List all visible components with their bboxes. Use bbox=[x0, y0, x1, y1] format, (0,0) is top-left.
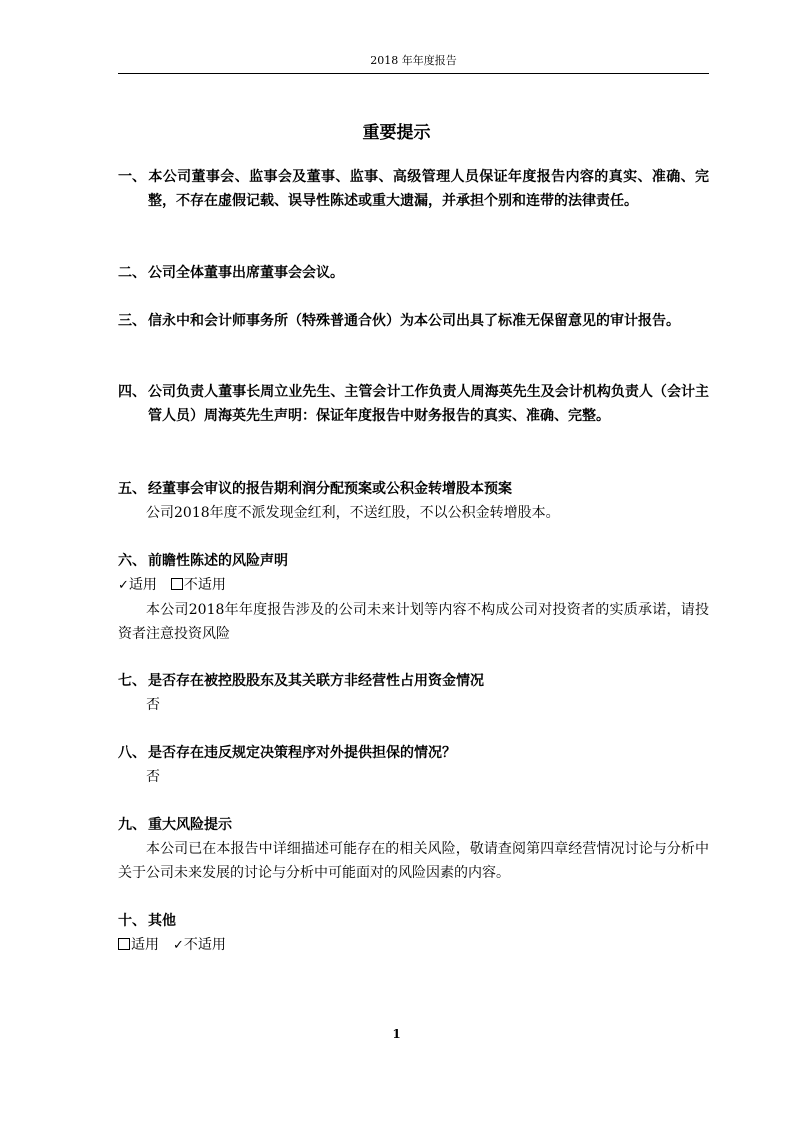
section-10-options bbox=[118, 933, 709, 958]
section-8-number: 八、 bbox=[118, 745, 146, 761]
section-10-heading bbox=[118, 909, 709, 933]
section-2-text: 公司全体董事出席董事会会议。 bbox=[148, 265, 344, 281]
check-icon: ✓ bbox=[173, 938, 184, 953]
section-6-options bbox=[118, 573, 709, 598]
section-5-number: 五、 bbox=[118, 481, 146, 497]
section-5-heading bbox=[118, 477, 709, 501]
page-title: 重要提示 bbox=[362, 123, 431, 143]
section-4-number: 四、 bbox=[118, 384, 146, 400]
section-3 bbox=[118, 309, 709, 333]
section-4 bbox=[118, 380, 709, 428]
section-7-heading bbox=[118, 669, 709, 693]
section-6-body: 本公司2018年年度报告涉及的公司未来计划等内容不构成公司对投资者的实质承诺，请投资者注意投资风险 bbox=[118, 602, 709, 642]
page-number: 1 bbox=[392, 1027, 401, 1041]
section-2-heading bbox=[118, 261, 709, 285]
section-8-body: 否 bbox=[146, 769, 160, 785]
section-6-text: 前瞻性陈述的风险声明 bbox=[148, 553, 288, 569]
section-10-number: 十、 bbox=[118, 913, 146, 929]
section-6 bbox=[118, 549, 709, 646]
applicable-label: 适用 bbox=[131, 937, 159, 953]
section-6-number: 六、 bbox=[118, 553, 146, 569]
unchecked-box-icon bbox=[171, 578, 183, 590]
section-3-heading bbox=[118, 309, 709, 333]
section-8 bbox=[118, 741, 709, 789]
section-1-heading bbox=[118, 165, 709, 213]
section-7-number: 七、 bbox=[118, 673, 146, 689]
section-9-text: 重大风险提示 bbox=[148, 817, 232, 833]
not-applicable-label: 不适用 bbox=[183, 937, 226, 953]
section-1-text: 本公司董事会、监事会及董事、监事、高级管理人员保证年度报告内容的真实、准确、完整，不存在虚假记载、误导性陈述或重大遗漏，并承担个别和连带的法律责任。 bbox=[148, 169, 709, 209]
report-header: 2018 年年度报告 bbox=[370, 54, 457, 67]
unchecked-box-icon bbox=[118, 938, 130, 950]
section-4-text: 公司负责人董事长周立业先生、主管会计工作负责人周海英先生及会计机构负责人（会计主管人员）周海英先生声明：保证年度报告中财务报告的真实、准确、完整。 bbox=[148, 384, 709, 424]
section-7 bbox=[118, 669, 709, 717]
section-1 bbox=[118, 165, 709, 213]
section-1-number: 一、 bbox=[118, 169, 146, 185]
section-8-heading bbox=[118, 741, 709, 765]
section-5-body: 公司2018年度不派发现金红利，不送红股，不以公积金转增股本。 bbox=[146, 505, 560, 521]
section-7-body: 否 bbox=[146, 697, 160, 713]
check-icon: ✓ bbox=[118, 578, 129, 593]
section-7-text: 是否存在被控股股东及其关联方非经营性占用资金情况 bbox=[148, 673, 484, 689]
section-2-number: 二、 bbox=[118, 265, 146, 281]
section-3-text: 信永中和会计师事务所（特殊普通合伙）为本公司出具了标准无保留意见的审计报告。 bbox=[148, 313, 680, 329]
section-4-heading bbox=[118, 380, 709, 428]
section-10 bbox=[118, 909, 709, 958]
section-6-heading bbox=[118, 549, 709, 573]
section-3-number: 三、 bbox=[118, 313, 146, 329]
section-9-heading bbox=[118, 813, 709, 837]
section-2 bbox=[118, 261, 709, 285]
not-applicable-label: 不适用 bbox=[183, 577, 226, 593]
applicable-label: 适用 bbox=[128, 577, 157, 593]
section-9-number: 九、 bbox=[118, 817, 146, 833]
section-9-body: 本公司已在本报告中详细描述可能存在的相关风险，敬请查阅第四章经营情况讨论与分析中关于公司未来发展的讨论与分析中可能面对的风险因素的内容。 bbox=[118, 841, 709, 881]
section-10-text: 其他 bbox=[148, 913, 176, 929]
section-5-text: 经董事会审议的报告期利润分配预案或公积金转增股本预案 bbox=[148, 481, 512, 497]
section-5 bbox=[118, 477, 709, 525]
section-9 bbox=[118, 813, 709, 885]
header-rule bbox=[118, 73, 709, 74]
section-8-text: 是否存在违反规定决策程序对外提供担保的情况？ bbox=[148, 745, 456, 761]
